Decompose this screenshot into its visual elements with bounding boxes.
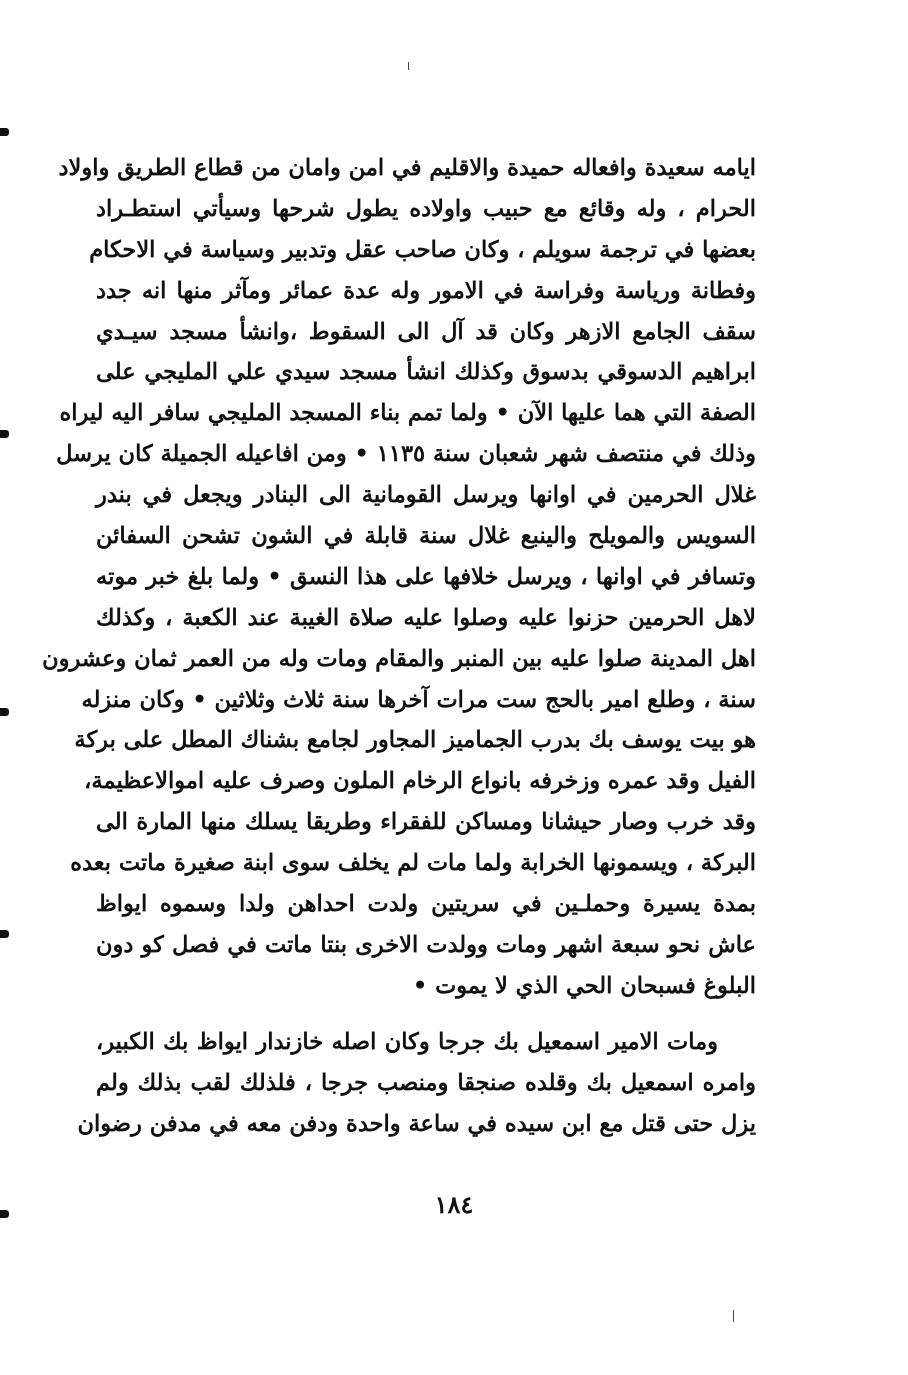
text-line: وتسافر في اوانها ، ويرسل خلافها على هذا النسق • ولما بلغ خبر موته [96,563,756,590]
text-line: الحرام ، وله وقائع مع حبيب واولاده يطول شرحها وسيأتي استطـراد [96,195,756,222]
text-line: الصفة التي هما عليها الآن • ولما تمم بناء المسجد المليجي سافر اليه ليراه [59,400,756,427]
text-line: ومات الامير اسمعيل بك جرجا وكان اصله خازندار ايواظ بك الكبير، [96,1029,718,1055]
text-line: عاش نحو سبعة اشهر ومات وولدت الاخرى بنتا ماتت في فصل كو دون [96,931,756,958]
text-line: سنة ، وطلع امير بالحج ست مرات آخرها سنة ثلاث وثلاثين • وكان منزله [81,686,756,713]
text-line: وذلك في منتصف شهر شعبان سنة ١١٣٥ • ومن افاعيله الجميلة كان يرسل [56,441,756,468]
text-line: البلوغ فسبحان الحي الذي لا يموت • [412,972,756,999]
margin-mark [0,930,9,938]
text-line: سقف الجامع الازهر وكان قد آل الى السقوط ،وانشأ مسجد سيـدي [96,318,756,345]
text-line: غلال الحرمين في اوانها ويرسل القومانية الى البنادر ويجعل في بندر [96,482,756,509]
text-line: اهل المدينة صلوا عليه بين المنبر والمقام ومات وله من العمر ثمان وعشرون [42,645,756,672]
text-line: السويس والمويلح والينبع غلال سنة قابلة في الشون تشحن السفائن [96,523,756,550]
text-line: يزل حتى قتل مع ابن سيده في ساعة واحدة ودفن معه في مدفن رضوان [77,1110,756,1137]
margin-mark [0,430,9,438]
text-line: ابراهيم الدسوقي بدسوق وكذلك انشأ مسجد سيدي علي المليجي على [96,359,756,386]
text-line: وفطانة ورياسة وفراسة في الامور وله عدة عمائر ومآثر منها انه جدد [96,277,756,304]
text-line: بمدة يسيرة وحملـين في سريتين ولدت احداهن ولدا وسموه ايواظ [96,891,756,918]
text-line: بعضها في ترجمة سويلم ، وكان صاحب عقل وتدبير وسياسة في الاحكام [89,236,756,263]
text-line: ايامه سعيدة وافعاله حميدة والاقليم في امن وامان من قطاع الطريق واولاد [58,155,756,181]
text-line: هو بيت يوسف بك بدرب الجماميز المجاور لجامع بشناك المطل على بركة [74,727,756,754]
scan-speck [733,1310,734,1322]
text-line: الفيل وقد عمره وزخرفه بانواع الرخام الملون وصرف عليه اموالاعظيمة، [84,768,756,795]
text-line: وامره اسمعيل بك وقلده صنجقا ومنصب جرجا ، فلذلك لقب بذلك ولم [96,1069,756,1096]
margin-mark [0,708,9,716]
scan-speck [408,62,409,70]
page-number: ١٨٤ [434,1190,474,1219]
text-line: وقد خرب وصار حيشانا ومساكن للفقراء وطريقا يسلك منها المارة الى [96,809,756,836]
margin-mark [0,128,9,136]
text-line: لاهل الحرمين حزنوا عليه وصلوا عليه صلاة الغيبة عند الكعبة ، وكذلك [96,604,756,631]
paragraph-2 [77,1022,756,1145]
text-line: البركة ، ويسمونها الخرابة ولما مات لم يخلف سوى ابنة صغيرة ماتت بعده [70,850,756,877]
paragraph-1 [42,148,756,1007]
